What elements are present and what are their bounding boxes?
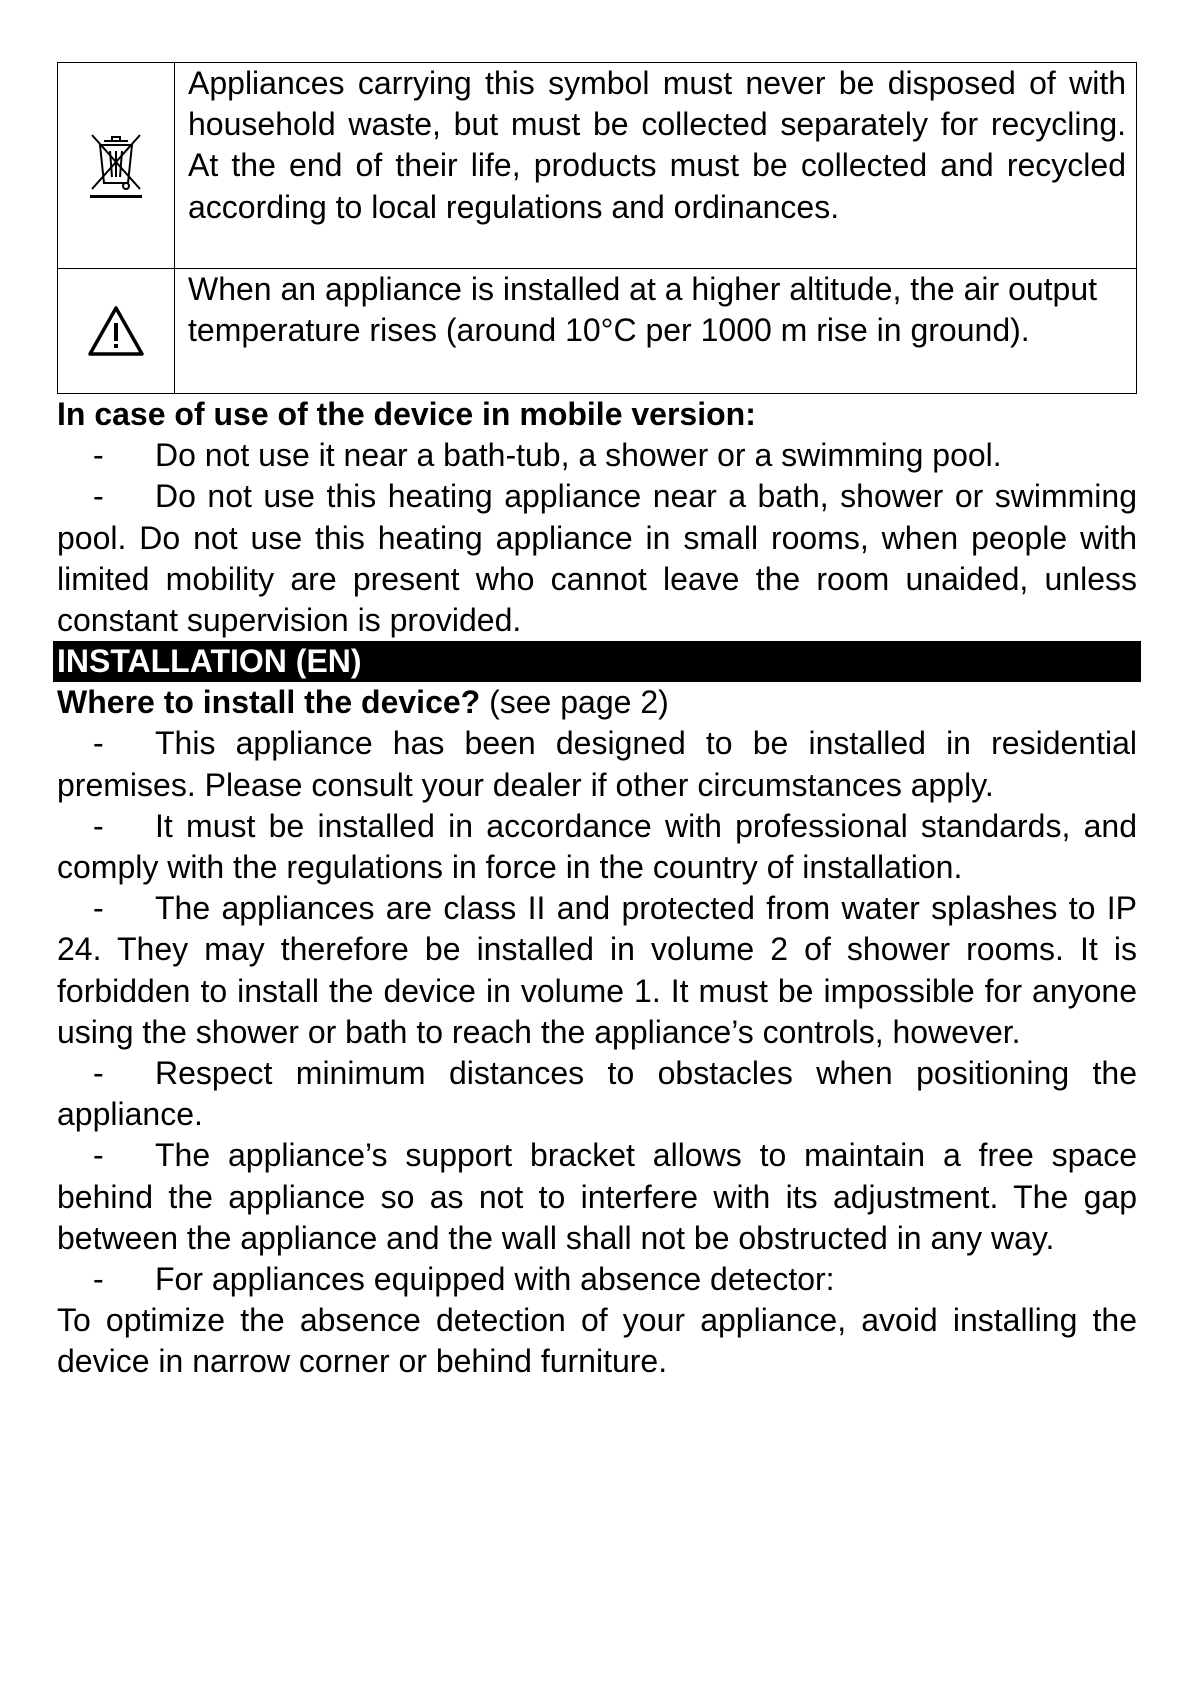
list-item [57,806,1137,888]
list-item-text: The appliance’s support bracket allows to maintain a free space behind the appliance so as not to interfere with its adjustment. The gap between the appliance and the wall shall not be obstructed in any way. [57,1137,1137,1256]
list-item [57,1053,1137,1135]
list-item [57,1259,1137,1300]
weee-disposal-text: Appliances carrying this symbol must never be disposed of with household waste, but must be collected separately for recycling. At the end of their life, products must be collected and recycled according to local regulations and ordinances. [175,63,1137,269]
list-dash: - [93,807,104,844]
list-item [57,888,1137,1053]
list-item-text: This appliance has been designed to be installed in residential premises. Please consult your dealer if other circumstances apply. [57,725,1137,803]
section-title-bar: INSTALLATION (EN) [53,641,1141,682]
list-item-text: Do not use this heating appliance near a bath, shower or swimming pool. Do not use this heating appliance in small rooms, when people with limited mobility are present who cannot leave the room unaided, unless constant supervision is provided. [57,478,1137,639]
subheading-note: (see page 2) [480,684,669,721]
list-dash: - [93,1055,104,1092]
where-to-install-heading [57,682,1137,723]
list-dash: - [93,1261,104,1298]
crossed-out-wheeled-bin-icon [58,63,175,269]
list-dash: - [93,725,104,762]
list-item-text: The appliances are class II and protected from water splashes to IP 24. They may therefore be installed in volume 2 of shower rooms. It is forbidden to install the device in volume 1. It must be impossible for anyone using the shower or bath to reach the appliance’s controls, however. [57,890,1137,1050]
absence-detection-paragraph: To optimize the absence detection of your appliance, avoid installing the device in narrow corner or behind furniture. [57,1302,1137,1380]
list-item [57,435,1137,476]
list-item [57,476,1137,641]
list-item-text: Do not use it near a bath-tub, a shower or a swimming pool. [155,437,1002,474]
list-dash: - [93,478,104,515]
list-item [57,1135,1137,1259]
list-dash: - [93,890,104,927]
symbol-row-weee [58,63,1137,269]
mobile-version-heading: In case of use of the device in mobile version: [57,396,756,432]
symbol-row-altitude [58,269,1137,394]
list-dash: - [93,1137,104,1174]
list-item-text: It must be installed in accordance with professional standards, and comply with the regulations in force in the country of installation. [57,807,1137,886]
list-item-text: Respect minimum distances to obstacles when positioning the appliance. [57,1055,1137,1133]
symbols-table [57,62,1137,394]
subheading-bold: Where to install the device? [57,684,481,721]
warning-triangle-icon [58,269,175,394]
list-item-text: For appliances equipped with absence detector: [155,1261,835,1298]
list-dash: - [93,437,104,474]
altitude-warning-text: When an appliance is installed at a higher altitude, the air output temperature rises (around 10°C per 1000 m rise in ground). [175,269,1137,394]
list-item [57,723,1137,805]
document-page [57,62,1137,1383]
